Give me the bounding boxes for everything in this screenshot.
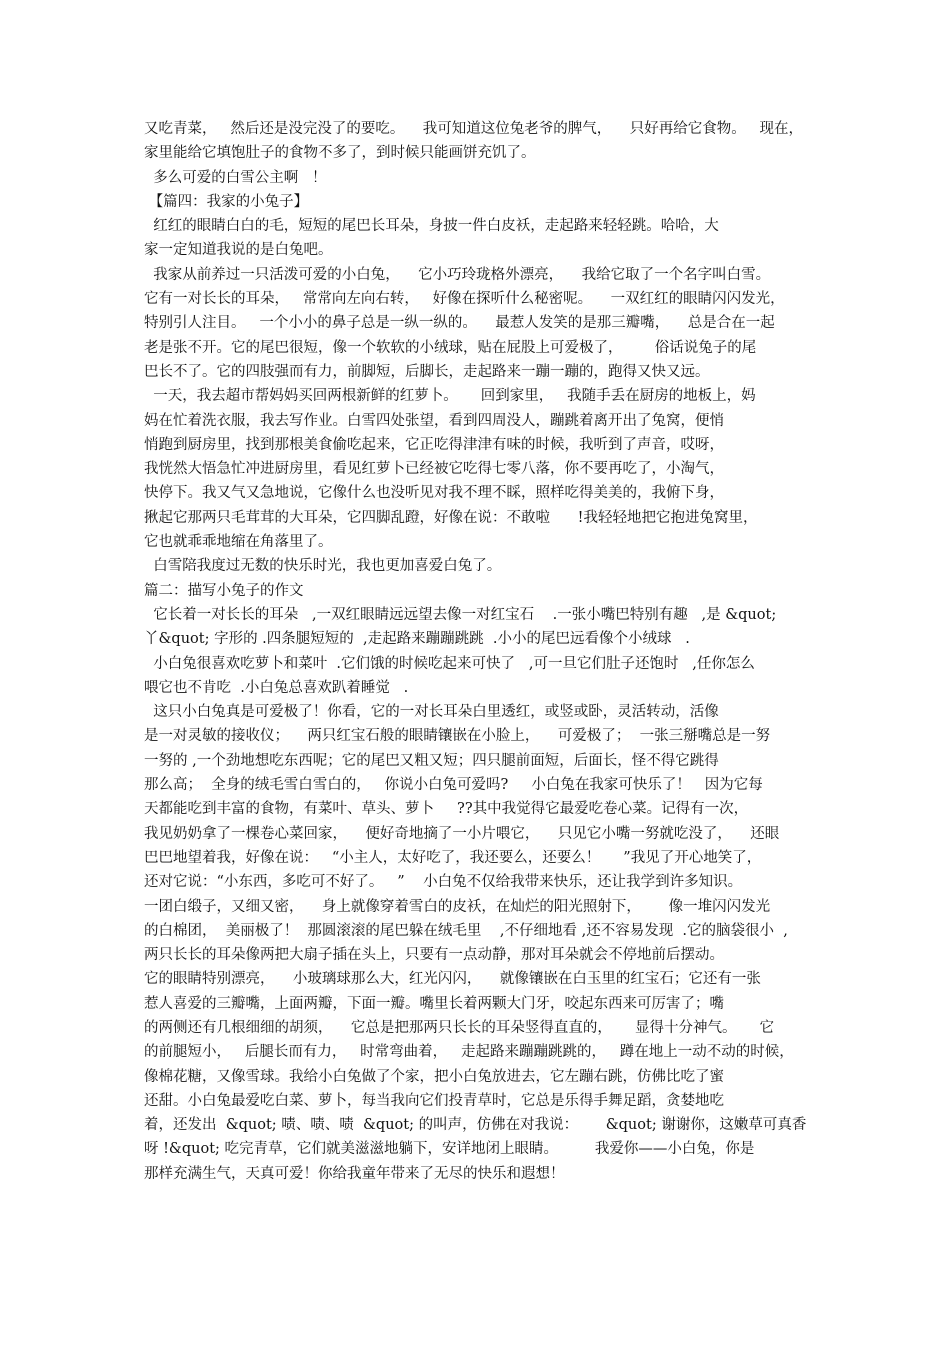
text-line: 老是张不开。它的尾巴很短，像一个软软的小绒球，贴在屁股上可爱极了， 俗话说兔子的尾: [144, 339, 757, 356]
text-line: 多么可爱的白雪公主啊 ！: [144, 169, 327, 186]
text-line: 这只小白兔真是可爱极了！你看，它的一对长耳朵白里透红，或竖或卧，灵活转动，活像: [144, 704, 719, 721]
text-line: 妈在忙着洗衣服，我去写作业。白雪四处张望，看到四周没人，蹦跳着离开出了兔窝，便悄: [144, 412, 724, 429]
text-line: 一团白缎子，又细又密， 身上就像穿着雪白的皮袄，在灿烂的阳光照射下， 像一堆闪闪发光: [144, 898, 771, 915]
text-line: 它长着一对长长的耳朵 ,一双红眼睛远远望去像一对红宝石 .一张小嘴巴特别有趣 ,是 &quot;: [144, 606, 777, 623]
text-line: 特别引人注目。 一个小小的鼻子总是一纵一纵的。 最惹人发笑的是那三瓣嘴， 总是合在一起: [144, 315, 775, 332]
text-line: 呀 !&quot; 吃完青草，它们就美滋滋地躺下，安详地闭上眼睛。 我爱你——小白兔，你是: [144, 1141, 755, 1158]
text-line: 揪起它那两只毛茸茸的大耳朵，它四脚乱蹬，好像在说：不敢啦 !我轻轻地把它抱进兔窝里，: [144, 509, 758, 526]
text-line: 又吃青菜， 然后还是没完没了的要吃。 我可知道这位兔老爷的脾气， 只好再给它食物。 现在，: [144, 121, 804, 137]
text-line: 【篇四：我家的小兔子】: [144, 193, 309, 210]
text-line: 悄跑到厨房里，找到那根美食偷吃起来，它正吃得津津有味的时候，我听到了声音，哎呀，: [144, 436, 724, 453]
text-line: 一努的 ,一个劲地想吃东西呢；它的尾巴又粗又短；四只腿前面短，后面长，怪不得它跳得: [144, 752, 719, 769]
text-line: 那样充满生气，天真可爱！你给我童年带来了无尽的快乐和遐想！: [144, 1165, 565, 1182]
text-line: 一天，我去超市帮妈妈买回两根新鲜的红萝卜。 回到家里， 我随手丢在厨房的地板上，妈: [144, 388, 756, 405]
text-line: 白雪陪我度过无数的快乐时光，我也更加喜爱白兔了。: [144, 558, 502, 575]
text-line: 的两侧还有几根细细的胡须， 它总是把那两只长长的耳朵竖得直直的， 显得十分神气。 它: [144, 1019, 775, 1036]
text-line: 我家从前养过一只活泼可爱的小白兔， 它小巧玲珑格外漂亮， 我给它取了一个名字叫白雪。: [144, 266, 771, 283]
text-line: 家里能给它填饱肚子的食物不多了，到时候只能画饼充饥了。: [144, 145, 536, 162]
text-line: 那么高； 全身的绒毛雪白雪白的， 你说小白兔可爱吗? 小白兔在我家可快乐了！ 因为它每: [144, 777, 763, 794]
text-line: 巴长不了。它的四肢强而有力，前脚短，后脚长，走起路来一蹦一蹦的，跑得又快又远。: [144, 363, 710, 380]
text-line: 的前腿短小， 后腿长而有力， 时常弯曲着， 走起路来蹦蹦跳跳的， 蹲在地上一动不动的时候，: [144, 1044, 794, 1061]
text-line: 丫&quot; 字形的 .四条腿短短的 ,走起路来蹦蹦跳跳 .小小的尾巴远看像个小绒球 .: [144, 631, 690, 648]
text-line: 喂它也不肯吃 .小白兔总喜欢趴着睡觉 .: [144, 679, 409, 696]
text-line: 它的眼睛特别漂亮， 小玻璃球那么大，红光闪闪， 就像镶嵌在白玉里的红宝石；它还有一张: [144, 971, 761, 988]
text-line: 快停下。我又气又急地说，它像什么也没听见对我不理不睬，照样吃得美美的，我俯下身，: [144, 485, 724, 502]
text-line: 的白棉团， 美丽极了！ 那圆滚滚的尾巴躲在绒毛里 ,不仔细地看 ,还不容易发现 .它的脑袋很小 ,: [144, 922, 788, 939]
text-line: 还甜。小白兔最爱吃白菜、萝卜，每当我向它们投青草时，它总是乐得手舞足蹈，贪婪地吃: [144, 1092, 724, 1109]
document-body: [144, 117, 814, 1186]
text-line: 巴巴地望着我，好像在说： “小主人，太好吃了，我还要么，还要么！ ”我见了开心地笑了，: [144, 849, 762, 866]
text-line: 家一定知道我说的是白兔吧。: [144, 242, 333, 259]
text-line: 我见奶奶拿了一棵卷心菜回家， 便好奇地摘了一小片喂它， 只见它小嘴一努就吃没了， 还眼: [144, 825, 780, 842]
text-line: 它也就乖乖地缩在角落里了。: [144, 534, 333, 551]
text-line: 还对它说：“小东西，多吃可不好了。 ” 小白兔不仅给我带来快乐，还让我学到许多知识。: [144, 874, 743, 891]
text-line: 天都能吃到丰富的食物，有菜叶、草头、萝卜 ??其中我觉得它最爱吃卷心菜。记得有一次，: [144, 801, 749, 818]
text-line: 它有一对长长的耳朵， 常常向左向右转， 好像在探听什么秘密呢。 一双红红的眼睛闪闪发光，: [144, 291, 785, 308]
text-line: 我恍然大悟急忙冲进厨房里，看见红萝卜已经被它吃得七零八落，你不要再吃了，小淘气，: [144, 461, 724, 478]
text-line: 是一对灵敏的接收仪； 两只红宝石般的眼睛镶嵌在小脸上， 可爱极了； 一张三掰嘴总是一努: [144, 728, 771, 745]
text-line: 小白兔很喜欢吃萝卜和菜叶 .它们饿的时候吃起来可快了 ,可一旦它们肚子还饱时 ,任你怎么: [144, 655, 755, 672]
text-line: 篇二：描写小兔子的作文: [144, 582, 304, 599]
text-line: 惹人喜爱的三瓣嘴，上面两瓣，下面一瓣。嘴里长着两颗大门牙，咬起东西来可厉害了；嘴: [144, 995, 724, 1012]
text-line: 两只长长的耳朵像两把大扇子插在头上，只要有一点动静，那对耳朵就会不停地前后摆动。: [144, 947, 724, 964]
text-line: 着，还发出 &quot; 啧、啧、啧 &quot; 的叫声，仿佛在对我说： &quot; 谢谢你，这嫩草可真香: [144, 1117, 807, 1134]
text-line: 像棉花糖，又像雪球。我给小白兔做了个家，把小白兔放进去，它左蹦右跳，仿佛比吃了蜜: [144, 1068, 724, 1085]
text-line: 红红的眼睛白白的毛，短短的尾巴长耳朵，身披一件白皮袄，走起路来轻轻跳。哈哈，大: [144, 218, 719, 235]
